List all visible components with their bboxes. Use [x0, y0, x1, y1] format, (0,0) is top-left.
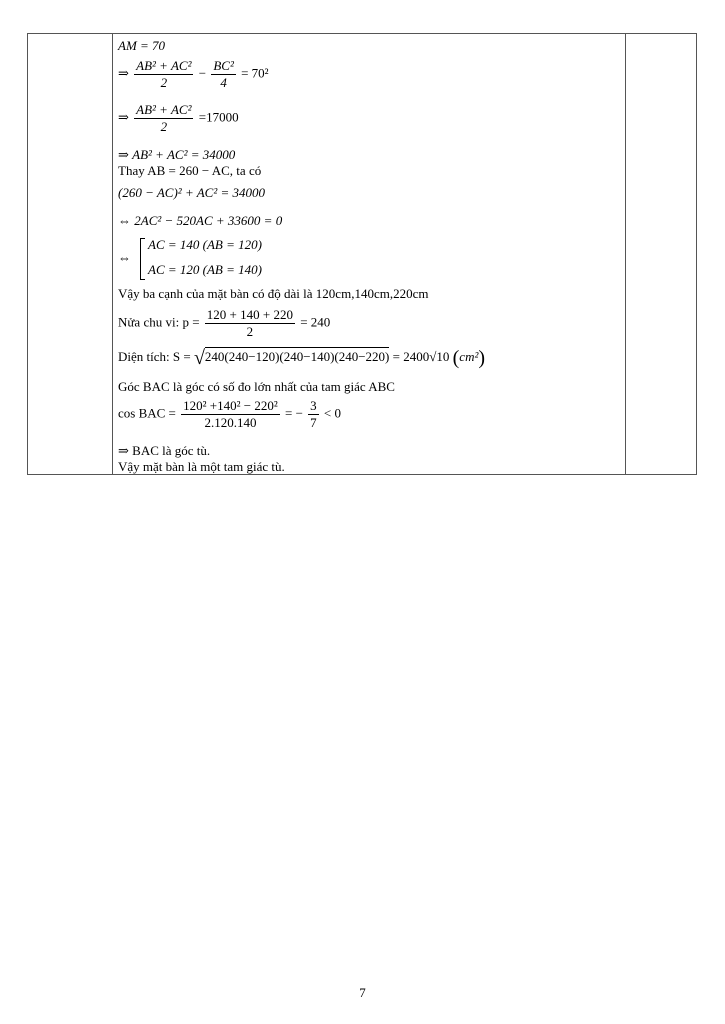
implies-icon: ⇒	[118, 147, 129, 162]
line-solution-2: AC = 120 (AB = 140)	[148, 262, 262, 277]
line-substitute: Thay AB = 260 − AC, ta có	[118, 163, 262, 178]
paren-icon: (	[452, 347, 460, 369]
table-divider	[112, 34, 113, 474]
sqrt-icon: √	[193, 347, 205, 369]
implies-icon: ⇒	[118, 65, 129, 81]
paren-icon: )	[478, 347, 486, 369]
line-area: Diện tích: S = √240(240−120)(240−140)(240−220) = 2400√10 (cm²)	[118, 347, 486, 369]
fraction: $\frac{\text{BC²}}{4}$	[213, 58, 234, 90]
fraction: $\frac{\text{AB² + AC²}}{2}$	[136, 58, 192, 90]
line-sides: Vậy ba cạnh của mặt bàn có độ dài là 120cm,140cm,220cm	[118, 286, 429, 301]
line-am: AM = 70	[118, 38, 166, 53]
line-median-formula: ⇒ $\frac{\text{AB² + AC²}}{2}$ − $\frac{\text{BC²}}{4}$ = 70²	[118, 58, 269, 90]
iff-icon-line	[118, 251, 131, 265]
line-quadratic: ⇔ 2AC² − 520AC + 33600 = 0	[118, 213, 283, 228]
implies-icon: ⇒	[118, 443, 129, 458]
implies-icon: ⇒	[118, 109, 129, 125]
page-number: 7	[359, 985, 366, 1000]
line-sum-half: ⇒ $\frac{\text{AB² + AC²}}{2}$ =17000	[118, 102, 239, 134]
fraction: $\frac{\text{120² +140² − 220²}}{2.120.140}$	[183, 398, 278, 430]
solution-bracket	[140, 238, 145, 280]
solution-table	[27, 33, 697, 475]
line-cosine: cos BAC = $\frac{\text{120² +140² − 220²}}{2.120.140}$ = − $\frac{3}{7}$ < 0	[118, 398, 342, 430]
line-sum: ⇒ AB² + AC² = 34000	[118, 147, 236, 162]
fraction: $\frac{120 + 140 + 220}{2}$	[206, 307, 293, 339]
line-semiperimeter: Nửa chu vi: p = $\frac{120 + 140 + 220}{2}$ = 240	[118, 307, 331, 339]
line-solution-1: AC = 140 (AB = 120)	[148, 237, 262, 252]
iff-icon: ⇔	[118, 213, 131, 228]
line-equation: (260 − AC)² + AC² = 34000	[118, 185, 266, 200]
fraction: $\frac{3}{7}$	[310, 398, 317, 430]
solution-content	[118, 34, 623, 474]
line-obtuse-angle: ⇒ BAC là góc tù.	[118, 443, 211, 458]
table-divider	[625, 34, 626, 474]
line-largest-angle: Góc BAC là góc có số đo lớn nhất của tam giác ABC	[118, 379, 395, 394]
fraction: $\frac{\text{AB² + AC²}}{2}$	[136, 102, 192, 134]
iff-icon: ⇔	[118, 250, 131, 265]
line-conclusion: Vậy mặt bàn là một tam giác tù.	[118, 459, 285, 474]
